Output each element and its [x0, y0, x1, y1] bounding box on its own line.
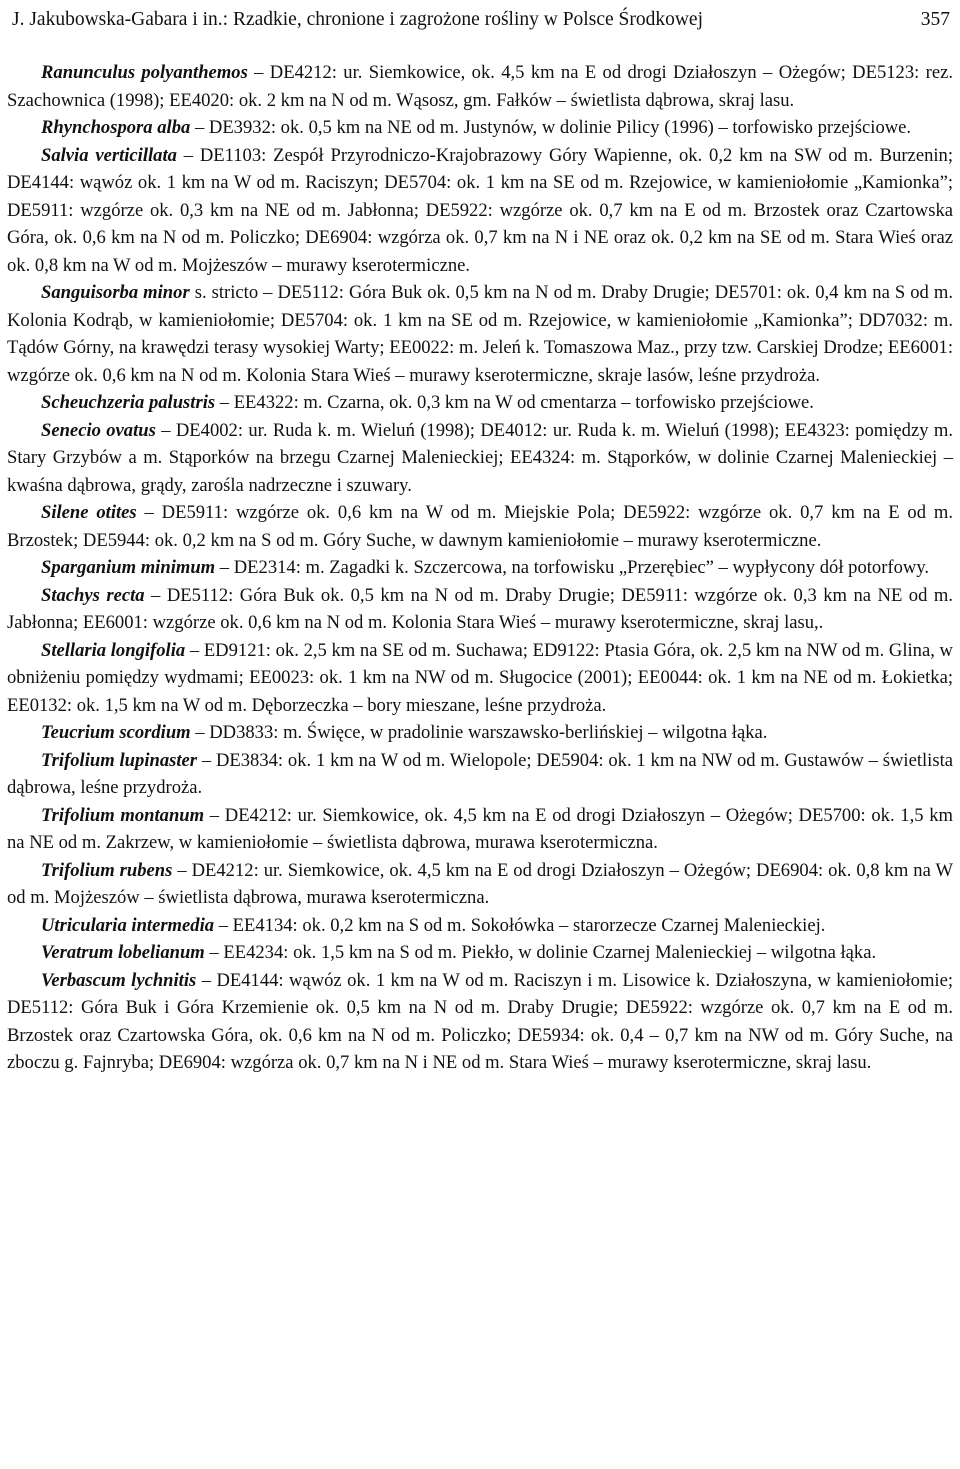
locality-text: – DE5911: wzgórze ok. 0,6 km na W od m. Miejskie Pola; DE5922: wzgórze ok. 0,7 km na E od m. Brzostek; DE5944: ok. 0,2 km na S od m. Góry Suche, w dawnym kamieniołomie – murawy kserotermiczne.: [7, 502, 953, 551]
species-name: Utricularia intermedia: [41, 914, 215, 936]
species-name: Scheuchzeria palustris: [41, 392, 216, 413]
species-entry: [7, 637, 953, 720]
locality-text: – DD3833: m. Święce, w pradolinie warszawsko-berlińskiej – wilgotna łąka.: [190, 722, 768, 743]
species-name: Senecio ovatus: [41, 419, 156, 441]
species-entry: [7, 279, 953, 389]
species-name: Trifolium montanum: [41, 804, 205, 826]
species-name: Teucrium scordium: [41, 722, 191, 743]
running-title: J. Jakubowska-Gabara i in.: Rzadkie, chronione i zagrożone rośliny w Polsce Środkowej: [12, 9, 703, 30]
page-number: 357: [920, 9, 950, 30]
locality-text: – DE3834: ok. 1 km na W od m. Wielopole; DE5904: ok. 1 km na NW od m. Gustawów – świetlista dąbrowa, leśne przydroża.: [7, 749, 953, 798]
locality-text: s. stricto – DE5112: Góra Buk ok. 0,5 km na N od m. Draby Drugie; DE5701: ok. 0,4 km na S od m. Kolonia Kodrąb, w kamieniołomie; DE5704: ok. 1 km na SE od m. Rzejowice, w kamieniołomie „Kamionka”; DD7032: m. Tądów Górny, na krawędzi terasy wysokiej Warty; EE0022: m. Jeleń k. Tomaszowa Maz., przy tzw. Carskiej Drodze; EE6001: wzgórze ok. 0,6 km na N od m. Kolonia Stara Wieś – murawy kserotermiczne, skraje lasów, leśne przydroża.: [7, 282, 953, 386]
locality-text: – EE4322: m. Czarna, ok. 0,3 km na W od cmentarza – torfowisko przejściowe.: [215, 392, 814, 413]
species-name: Rhynchospora alba: [41, 117, 191, 138]
species-entry: [7, 802, 953, 857]
species-name: Salvia verticillata: [41, 144, 177, 166]
locality-text: – DE1103: Zespół Przyrodniczo-Krajobrazowy Góry Wapienne, ok. 0,2 km na SW od m. Burzenin; DE4144: wąwóz ok. 1 km na W od m. Raciszyn; DE5704: ok. 1 km na SE od m. Rzejowice, w kamieniołomie „Kamionka”; DE5911: wzgórze ok. 0,3 km na NE od m. Jabłonna; DE5922: wzgórze ok. 0,7 km na E od m. Brzostek oraz Czartowska Góra, ok. 0,6 km na N od m. Policzko; DE6904: wzgórza ok. 0,7 km na N i NE oraz ok. 0,2 km na SE od m. Stara Wieś oraz ok. 0,8 km na W od m. Mojżeszów – murawy kserotermiczne.: [7, 144, 953, 276]
locality-text: – DE2314: m. Zagadki k. Szczercowa, na torfowisku „Przerębiec” – wypłycony dół potorfowy.: [215, 557, 930, 578]
species-name: Veratrum lobelianum: [41, 942, 205, 963]
species-name: Ranunculus polyanthemos: [41, 62, 248, 83]
species-entry: [7, 582, 953, 637]
species-name: Trifolium rubens: [41, 859, 173, 881]
species-entry: [7, 857, 953, 912]
species-list: [7, 59, 953, 1077]
species-entry: [7, 499, 953, 554]
locality-text: – DE4212: ur. Siemkowice, ok. 4,5 km na E od drogi Działoszyn – Ożegów; DE6904: ok. 0,8 km na W od m. Mojżeszów – świetlista dąbrowa, murawa kserotermiczna.: [7, 859, 953, 908]
species-name: Sparganium minimum: [41, 557, 216, 578]
species-name: Silene otites: [41, 502, 137, 523]
species-entry: [7, 719, 953, 747]
locality-text: – DE5112: Góra Buk ok. 0,5 km na N od m. Draby Drugie; DE5911: wzgórze ok. 0,3 km na NE od m. Jabłonna; EE6001: wzgórze ok. 0,6 km na N od m. Kolonia Stara Wieś – murawy kserotermiczne, skraj lasu,.: [7, 584, 953, 633]
locality-text: – DE4212: ur. Siemkowice, ok. 4,5 km na E od drogi Działoszyn – Ożegów; DE5123: rez. Szachownica (1998); EE4020: ok. 2 km na N od m. Wąsosz, gm. Fałków – świetlista dąbrowa, skraj lasu.: [7, 62, 953, 111]
species-entry: [7, 389, 953, 417]
species-entry: [7, 912, 953, 940]
locality-text: – EE4234: ok. 1,5 km na S od m. Piekło, w dolinie Czarnej Malenieckiej – wilgotna łąka.: [204, 942, 877, 963]
species-entry: [7, 59, 953, 114]
running-header: [7, 6, 953, 34]
species-entry: [7, 554, 953, 582]
species-name: Stellaria longifolia: [41, 639, 186, 661]
species-entry: [7, 417, 953, 500]
species-entry: [7, 142, 953, 280]
locality-text: – DE3932: ok. 0,5 km na NE od m. Justynów, w dolinie Pilicy (1996) – torfowisko przejściowe.: [190, 117, 912, 138]
species-name: Stachys recta: [41, 584, 145, 606]
species-name: Sanguisorba minor: [41, 282, 190, 303]
locality-text: – DE4212: ur. Siemkowice, ok. 4,5 km na E od drogi Działoszyn – Ożegów; DE5700: ok. 1,5 km na NE od m. Zakrzew, w kamieniołomie – świetlista dąbrowa, murawa kserotermiczna.: [7, 804, 953, 853]
species-entry: [7, 939, 953, 967]
species-entry: [7, 114, 953, 142]
species-name: Trifolium lupinaster: [41, 749, 198, 771]
locality-text: – DE4002: ur. Ruda k. m. Wieluń (1998); DE4012: ur. Ruda k. m. Wieluń (1998); EE4323: pomiędzy m. Stary Grzybów a m. Stąporków na brzegu Czarnej Malenieckiej; EE4324: m. Stąporków, w dolinie Czarnej Malenieckiej – kwaśna dąbrowa, grądy, zarośla nadrzeczne i szuwary.: [7, 419, 953, 496]
species-name: Verbascum lychnitis: [41, 969, 197, 991]
species-entry: [7, 967, 953, 1077]
locality-text: – EE4134: ok. 0,2 km na S od m. Sokołówka – starorzecze Czarnej Malenieckiej.: [214, 914, 826, 936]
locality-text: – DE4144: wąwóz ok. 1 km na W od m. Raciszyn i m. Lisowice k. Działoszyna, w kamieniołomie; DE5112: Góra Buk i Góra Krzemienie ok. 0,5 km na N od m. Draby Drugie; DE5922: wzgórze ok. 0,7 km na E od m. Brzostek oraz Czartowska Góra, ok. 0,6 km na N od m. Policzko; DE5934: ok. 0,4 – 0,7 km na NW od m. Góry Suche, na zboczu g. Fajnryba; DE6904: wzgórza ok. 0,7 km na N i NE od m. Stara Wieś – murawy kserotermiczne, skraj lasu.: [7, 969, 953, 1073]
species-entry: [7, 747, 953, 802]
locality-text: – ED9121: ok. 2,5 km na SE od m. Suchawa; ED9122: Ptasia Góra, ok. 2,5 km na NW od m. Glina, w obniżeniu pomiędzy wydmami; EE0023: ok. 1 km na NW od m. Sługocice (2001); EE0044: ok. 1 km na NE od m. Łokietka; EE0132: ok. 1,5 km na W od m. Dęborzeczka – bory mieszane, leśne przydroża.: [7, 639, 953, 716]
